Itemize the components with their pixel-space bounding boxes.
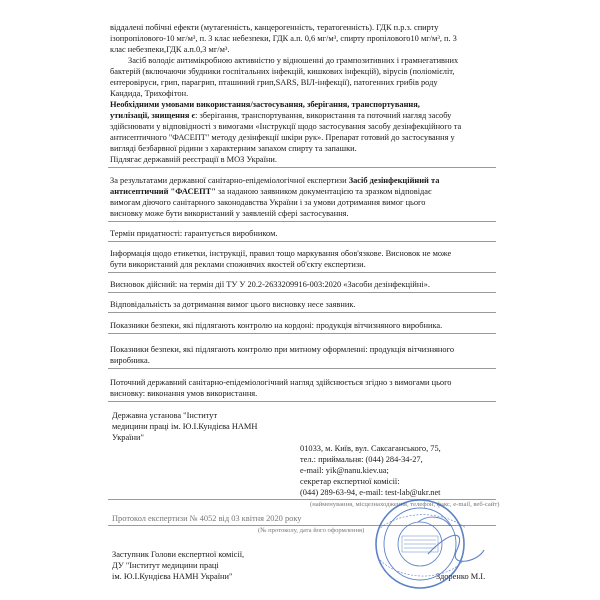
- product-name: антисептичний "ФАСЕПТ": [110, 187, 216, 196]
- phone-line: тел.: приймальня: (044) 284-34-27,: [300, 455, 423, 464]
- institution-name: Державна установа "Інститут: [112, 411, 218, 420]
- caption: (найменування, місцезнаходження, телефон, факс, e-mail, веб-сайт): [310, 501, 500, 508]
- text-line: віддалені побічні ефекти (мутагенність, канцерогенність, тератогенність). ГДК п.р.з. спирту: [110, 23, 439, 32]
- institution-name: України": [112, 433, 144, 442]
- divider: [108, 333, 496, 334]
- text-line: висновку: виконання умов використання.: [110, 389, 258, 398]
- protocol-number: Протокол експертизи № 4052 від 03 квітня 2020 року: [112, 514, 302, 523]
- divider: [108, 401, 496, 402]
- secretary-contact: (044) 289-63-94, e-mail: test-lab@ukr.net: [300, 488, 441, 497]
- text-line: ентеровіруси, грип, парагрип, пташиний грип,SARS, ВІЛ-інфекції), патогенних грибів роду: [110, 78, 438, 87]
- text-line: Інформація щодо етикетки, інструкції, правил тощо маркування обов'язкове. Висновок не може: [110, 249, 452, 258]
- text-line: Кандида, Трихофітон.: [110, 89, 189, 98]
- divider: [108, 292, 496, 293]
- responsibility: Відповідальність за дотримання вимог цього висновку несе заявник.: [110, 300, 356, 309]
- text-line: клас небезпеки,ГДК а.п.0,3 мг/м³.: [110, 45, 230, 54]
- conditions-text: : зберігання, транспортування, використання та поточний нагляд засобу: [195, 111, 452, 120]
- text-line: Поточний державний санітарно-епідеміологічний нагляд здійснюється згідно з вимогами цього: [110, 378, 452, 387]
- conclusion-text: за наданою заявником документацією та зразком відповідає: [217, 187, 432, 196]
- signatory-title: ім. Ю.І.Кундієва НАМН України": [112, 572, 233, 581]
- text-line: [110, 175, 439, 186]
- shelf-life: Термін придатності: гарантується виробником.: [110, 229, 278, 238]
- signatory-title: Заступник Голови експертної комісії,: [112, 550, 245, 559]
- text-line: ізопропілового-10 мг/м³, п. 3 клас небезпеки, ГДК а.п. 0,6 мг/м³, спирту пропілового10 мг/м³, п. 3: [110, 34, 457, 43]
- text-line: вимогам діючого санітарного законодавства України і за умови дотримання вимог цього: [110, 198, 426, 207]
- text-line: виробника.: [110, 356, 150, 365]
- border-control: Показники безпеки, які підлягають контролю на кордоні: продукція вітчизняного виробника.: [110, 321, 443, 330]
- divider: [108, 312, 496, 313]
- text-line: здійснювати у відповідності з вимогами «Інструкції щодо застосування засобу дезінфекційного та: [110, 122, 462, 131]
- conditions-heading: Необхідними умовами використання/застосування, зберігання, транспортування,: [110, 100, 420, 109]
- text-line: бути використаний для реклами споживчих якостей об'єкту експертизи.: [110, 260, 366, 269]
- product-name: Засіб дезінфекційний та: [348, 176, 440, 185]
- signatory-title: ДУ "Інститут медицини праці: [112, 561, 219, 570]
- email-line: e-mail: yik@nanu.kiev.ua;: [300, 466, 389, 475]
- text-line: антисептичного "ФАСЕПТ" методу дезінфекції шкіри рук». Препарат готовий до застосування у: [110, 133, 455, 142]
- text-line: бактерій (включаючи збудники госпітальних інфекцій, кишкових інфекцій), вірусів (поліомієліт,: [110, 67, 455, 76]
- text-line: вигляді безбарвної рідини з характерним запахом спирту та запашки.: [110, 144, 357, 153]
- signatory-name: Здоренко М.І.: [436, 572, 486, 581]
- secretary-label: секретар експертної комісії:: [300, 477, 400, 486]
- official-stamp: [358, 492, 486, 592]
- text-line: Показники безпеки, які підлягають контролю при митному оформленні: продукція вітчизняного: [110, 345, 455, 354]
- divider: [108, 241, 496, 242]
- text-line: [110, 110, 451, 121]
- text-line: [110, 186, 432, 197]
- divider: [108, 221, 496, 222]
- text-line: Засіб володіє антимікробною активністю у відношенні до грампозитивних і грамнегативних: [128, 56, 459, 65]
- text-line: висновку може бути використаний у заявленій сфері застосування.: [110, 209, 349, 218]
- divider: [108, 167, 496, 168]
- conclusion-text: За результатами державної санітарно-епідеміологічної експертизи: [110, 176, 347, 185]
- address-line: 01033, м. Київ, вул. Саксаганського, 75,: [300, 444, 441, 453]
- divider: [108, 272, 496, 273]
- caption: (№ протоколу, дата його оформлення): [258, 527, 365, 534]
- divider: [108, 368, 496, 369]
- text-line: Підлягає державній реєстрації в МОЗ України.: [110, 155, 278, 164]
- validity: Висновок дійсний: на термін дії ТУ У 20.2-2633209916-003:2020 «Засоби дезінфекційні».: [110, 280, 430, 289]
- institution-name: медицини праці ім. Ю.І.Кундієва НАМН: [112, 422, 258, 431]
- conditions-heading-end: утилізації, знищення є: [110, 111, 196, 120]
